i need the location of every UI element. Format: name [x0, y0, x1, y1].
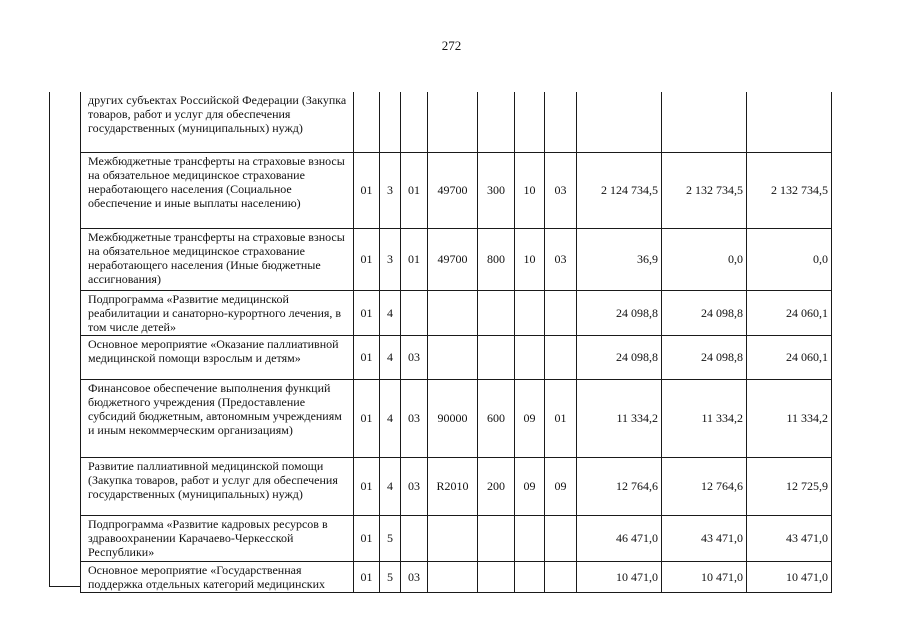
amount-year-3: 2 132 734,5: [747, 152, 832, 228]
code-admin: 01: [354, 290, 380, 335]
code-section: [515, 335, 545, 379]
amount-year-2: 24 098,8: [662, 290, 747, 335]
amount-year-3: [747, 92, 832, 152]
code-section: 10: [515, 152, 545, 228]
amount-year-2: 11 334,2: [662, 379, 747, 457]
code-admin: 01: [354, 379, 380, 457]
amount-year-3: 0,0: [747, 228, 832, 290]
amount-year-1: 24 098,8: [577, 335, 662, 379]
code-subsection: [545, 515, 577, 561]
code-expense-type: 300: [478, 152, 515, 228]
code-expense-type: [478, 92, 515, 152]
code-subsection: 03: [545, 152, 577, 228]
code-subprogram: [401, 290, 428, 335]
amount-year-3: 11 334,2: [747, 379, 832, 457]
code-section: [515, 92, 545, 152]
code-program: 5: [380, 515, 401, 561]
table-left-margin-column: [49, 92, 80, 587]
code-direction: R2010: [428, 457, 478, 515]
amount-year-1: 12 764,6: [577, 457, 662, 515]
table-row: [81, 228, 832, 290]
code-program: 4: [380, 290, 401, 335]
code-expense-type: [478, 515, 515, 561]
amount-year-1: 36,9: [577, 228, 662, 290]
code-program: 4: [380, 379, 401, 457]
code-expense-type: 200: [478, 457, 515, 515]
row-name: Межбюджетные трансферты на страховые взносы на обязательное медицинское страхование неработающего населения (Иные бюджетные ассигнования): [81, 228, 354, 290]
amount-year-2: 2 132 734,5: [662, 152, 747, 228]
row-name: Основное мероприятие «Государственная поддержка отдельных категорий медицинских: [81, 561, 354, 592]
amount-year-3: 43 471,0: [747, 515, 832, 561]
page-number: 272: [441, 38, 462, 53]
code-program: 3: [380, 228, 401, 290]
code-direction: [428, 92, 478, 152]
code-admin: 01: [354, 457, 380, 515]
table-row: [81, 379, 832, 457]
code-direction: 49700: [428, 152, 478, 228]
table-row: [81, 152, 832, 228]
code-subsection: [545, 92, 577, 152]
code-admin: [354, 92, 380, 152]
code-subprogram: 03: [401, 335, 428, 379]
code-admin: 01: [354, 228, 380, 290]
code-subprogram: 03: [401, 379, 428, 457]
amount-year-1: 11 334,2: [577, 379, 662, 457]
code-program: 3: [380, 152, 401, 228]
row-name: Основное мероприятие «Оказание паллиативной медицинской помощи взрослым и детям»: [81, 335, 354, 379]
code-subprogram: 01: [401, 228, 428, 290]
code-direction: 90000: [428, 379, 478, 457]
code-admin: 01: [354, 335, 380, 379]
code-subsection: 03: [545, 228, 577, 290]
code-subprogram: 01: [401, 152, 428, 228]
table-row: [81, 335, 832, 379]
code-subsection: 09: [545, 457, 577, 515]
amount-year-2: 0,0: [662, 228, 747, 290]
amount-year-1: 2 124 734,5: [577, 152, 662, 228]
code-subsection: [545, 561, 577, 592]
amount-year-3: 24 060,1: [747, 335, 832, 379]
code-subprogram: [401, 92, 428, 152]
code-admin: 01: [354, 515, 380, 561]
amount-year-2: [662, 92, 747, 152]
code-program: 5: [380, 561, 401, 592]
table-row: [81, 515, 832, 561]
amount-year-1: 24 098,8: [577, 290, 662, 335]
code-expense-type: 600: [478, 379, 515, 457]
amount-year-3: 24 060,1: [747, 290, 832, 335]
amount-year-2: 24 098,8: [662, 335, 747, 379]
code-expense-type: [478, 290, 515, 335]
code-program: 4: [380, 457, 401, 515]
code-direction: [428, 561, 478, 592]
code-expense-type: 800: [478, 228, 515, 290]
table-row: [81, 290, 832, 335]
amount-year-3: 10 471,0: [747, 561, 832, 592]
row-name: Подпрограмма «Развитие медицинской реабилитации и санаторно-курортного лечения, в том числе детей»: [81, 290, 354, 335]
budget-table: [80, 92, 832, 593]
code-section: 10: [515, 228, 545, 290]
code-expense-type: [478, 561, 515, 592]
code-admin: 01: [354, 152, 380, 228]
code-direction: 49700: [428, 228, 478, 290]
row-name: Подпрограмма «Развитие кадровых ресурсов в здравоохранении Карачаево-Черкесской Республики»: [81, 515, 354, 561]
code-subsection: 01: [545, 379, 577, 457]
amount-year-1: [577, 92, 662, 152]
table-row: [81, 92, 832, 152]
code-section: [515, 561, 545, 592]
amount-year-2: 43 471,0: [662, 515, 747, 561]
table-row: [81, 457, 832, 515]
code-section: [515, 515, 545, 561]
amount-year-1: 10 471,0: [577, 561, 662, 592]
code-admin: 01: [354, 561, 380, 592]
table-row: [81, 561, 832, 592]
code-subprogram: [401, 515, 428, 561]
row-name: других субъектах Российской Федерации (Закупка товаров, работ и услуг для обеспечения государственных (муниципальных) нужд): [81, 92, 354, 152]
row-name: Межбюджетные трансферты на страховые взносы на обязательное медицинское страхование неработающего населения (Социальное обеспечение и иные выплаты населению): [81, 152, 354, 228]
row-name: Финансовое обеспечение выполнения функций бюджетного учреждения (Предоставление субсидий бюджетным, автономным учреждениям и иным некоммерческим организациям): [81, 379, 354, 457]
code-subsection: [545, 335, 577, 379]
code-program: 4: [380, 335, 401, 379]
amount-year-3: 12 725,9: [747, 457, 832, 515]
amount-year-1: 46 471,0: [577, 515, 662, 561]
code-section: [515, 290, 545, 335]
code-section: 09: [515, 379, 545, 457]
code-direction: [428, 335, 478, 379]
amount-year-2: 10 471,0: [662, 561, 747, 592]
code-subprogram: 03: [401, 561, 428, 592]
code-expense-type: [478, 335, 515, 379]
amount-year-2: 12 764,6: [662, 457, 747, 515]
code-program: [380, 92, 401, 152]
code-subsection: [545, 290, 577, 335]
code-section: 09: [515, 457, 545, 515]
row-name: Развитие паллиативной медицинской помощи (Закупка товаров, работ и услуг для обеспечения государственных (муниципальных) нужд): [81, 457, 354, 515]
code-direction: [428, 290, 478, 335]
code-direction: [428, 515, 478, 561]
code-subprogram: 03: [401, 457, 428, 515]
